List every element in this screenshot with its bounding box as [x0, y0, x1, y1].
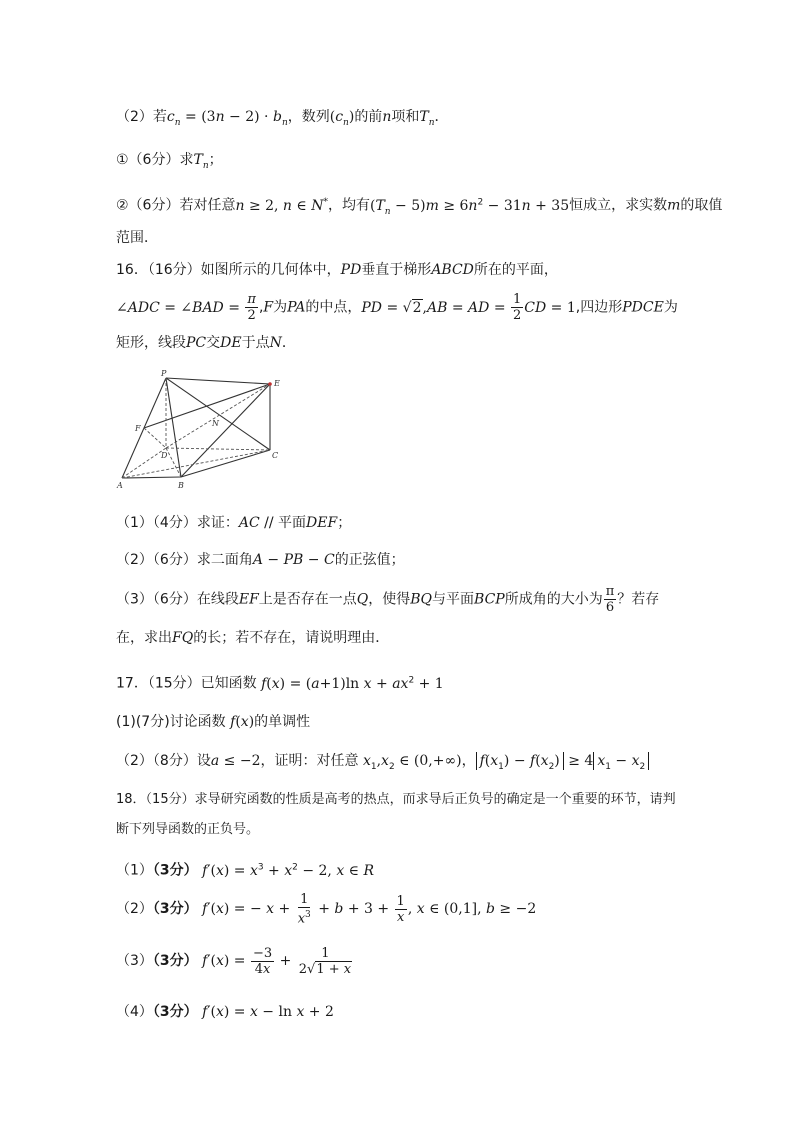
q18-score: （15分） — [145, 792, 195, 807]
q16-intro-text: 如图所示的几何体中，PD垂直于梯形ABCD所在的平面， — [200, 262, 558, 278]
q16-cond-angle: ∠ADC = ∠BAD = $\frac{\pi}{2}$ — [116, 292, 256, 323]
label-B: B — [178, 481, 184, 490]
q18-text-b: 断下列导函数的正负号。 — [116, 822, 260, 837]
q16-intro — [116, 260, 558, 280]
edge-BA — [122, 477, 181, 478]
edge-PE — [166, 378, 270, 384]
q18-item2-label: （2） — [116, 901, 153, 918]
q18-item1-label: （1） — [116, 862, 153, 879]
q17-intro — [116, 670, 444, 694]
geometry-figure — [112, 368, 292, 493]
q18-item1 — [116, 857, 374, 881]
q15-sub2-label: ②（6分） — [116, 197, 180, 214]
q18-intro-cont — [116, 820, 259, 840]
q15-sub2-cont — [116, 228, 158, 248]
q15-sub2-ineq: $(T_n - 5)m \ge 6n^2 - 31n + 35$ — [369, 197, 570, 217]
q18-item2-expr: f′(x) = − x + $\frac{1}{x^3}$ + b + 3 + $\frac{1}{x}$ , x ∈ (0,1], b ≥ −2 — [202, 892, 537, 927]
q15-part2-text: 若$c_n = (3n - 2) \cdot b_n$，数列$(c_n)$的前n项和$T_n$． — [152, 109, 449, 128]
q16-p2-text: 求二面角A − PB − C的正弦值； — [196, 552, 405, 568]
q16-part3 — [116, 584, 660, 615]
q15-sub2-text-b: ，均有 — [327, 197, 370, 214]
point-E-dot — [268, 382, 272, 386]
label-C: C — [272, 451, 279, 460]
edge-PC — [166, 378, 270, 450]
q15-sub2 — [116, 192, 722, 221]
q17-part2 — [116, 751, 649, 777]
q17-p1-score: (7分) — [135, 714, 170, 730]
label-F: F — [135, 424, 141, 433]
q18-item4-score: （3分） — [152, 1004, 198, 1020]
q16-cond-f: ,F为PA的中点， — [258, 299, 362, 316]
label-D: D — [161, 451, 168, 460]
q18-item4-expr: f′(x) = x − ln x + 2 — [202, 1004, 334, 1020]
edge-DC — [166, 448, 270, 450]
q16-p3-text-b: ？若存 — [617, 591, 660, 608]
edge-FE — [144, 384, 270, 428]
q16-p3-frac: $\frac{\pi}{6}$ — [605, 584, 615, 615]
q16-cond-rect: ,四边形PDCE为 — [575, 299, 678, 316]
q17-number: 17． — [116, 675, 148, 692]
q18-intro — [116, 790, 676, 810]
q16-score: （16分） — [147, 262, 201, 278]
q17-p1-text: 讨论函数 f(x)的单调性 — [169, 714, 311, 730]
q16-conditions — [116, 292, 678, 323]
q18-item4-label: （4） — [116, 1004, 153, 1020]
q18-item3 — [116, 944, 355, 978]
q17-func: f(x) = (a+1)ln $x + ax^2 + 1$ — [261, 675, 444, 692]
q16-number: 16． — [116, 262, 148, 278]
q16-cond-last: 矩形，线段PC交DE于点N． — [116, 335, 296, 351]
q17-part1 — [116, 712, 310, 732]
q15-sub2-text-c: 恒成立，求实数m的取值 — [569, 197, 723, 214]
edge-AC — [122, 450, 270, 478]
q15-sub1-label: ①（6分） — [116, 152, 180, 168]
q16-p2-label: （2） — [116, 552, 153, 568]
q17-p2-text: 设a ≤ −2，证明：对任意 $x_1,x_2$ ∈ (0,+∞)， $f(x_1) - f(x_2) \ge 4$ $x_1 - x_2$ — [197, 753, 649, 769]
q18-item3-expr: f′(x) = $\frac{-3}{4x}$ + $\frac{1}{2√1 + x}$ — [202, 945, 352, 977]
q16-part2 — [116, 550, 405, 570]
q18-item4 — [116, 1002, 334, 1022]
q18-item2-score: （3分） — [152, 901, 198, 918]
q15-part2-label: （2） — [116, 109, 153, 125]
label-P: P — [161, 369, 167, 378]
q18-item1-score: （3分） — [152, 862, 198, 879]
q15-sub2-cond: n ≥ 2, n ∈ N* — [235, 197, 328, 214]
q16-p3-text-a: 在线段EF上是否存在一点Q，使得BQ与平面BCP所成角的大小为 — [196, 591, 603, 608]
q16-p1-score: （4分） — [152, 515, 197, 531]
q18-number: 18． — [116, 792, 146, 807]
q16-p2-score: （6分） — [152, 552, 197, 568]
q18-text-a: 求导研究函数的性质是高考的热点，而求导后正负号的确定是一个重要的环节，请判 — [194, 792, 676, 807]
q16-p1-text: 求证：AC // 平面DEF； — [196, 515, 352, 531]
q17-score: （15分） — [147, 675, 201, 692]
q15-sub2-text-a: 若对任意 — [179, 197, 236, 214]
q16-p3-label: （3） — [116, 591, 153, 608]
q16-part3-cont — [116, 628, 389, 648]
q17-p2-score: （8分） — [152, 753, 197, 769]
q16-p1-label: （1） — [116, 515, 153, 531]
label-E: E — [274, 379, 280, 388]
q17-p1-label: (1) — [116, 714, 136, 730]
q15-part2 — [116, 107, 448, 133]
q15-sub1 — [116, 150, 223, 176]
q18-item3-score: （3分） — [152, 953, 198, 969]
label-N: N — [212, 419, 219, 428]
q16-p3-text-c: 在，求出FQ的长；若不存在，请说明理由． — [116, 630, 390, 646]
q16-cond-len: PD = √2,AB = AD = $\frac{1}{2}$ CD = 1 — [361, 292, 576, 323]
q17-p2-label: （2） — [116, 753, 153, 769]
q17-text: 已知函数 — [200, 675, 257, 692]
edge-FD — [144, 428, 166, 448]
q16-p3-score: （6分） — [152, 591, 197, 608]
q18-item1-expr: $f'(x) = x^3 + x^2 - 2$, x ∈ R — [202, 862, 375, 879]
q16-part1 — [116, 513, 351, 533]
q18-item3-label: （3） — [116, 953, 153, 969]
q18-item2 — [116, 892, 536, 926]
label-A: A — [117, 481, 123, 490]
q15-sub2-text-d: 范围． — [116, 230, 158, 246]
geometry-figure-svg — [112, 368, 292, 493]
q15-sub1-text: 求$T_n$； — [179, 152, 223, 171]
